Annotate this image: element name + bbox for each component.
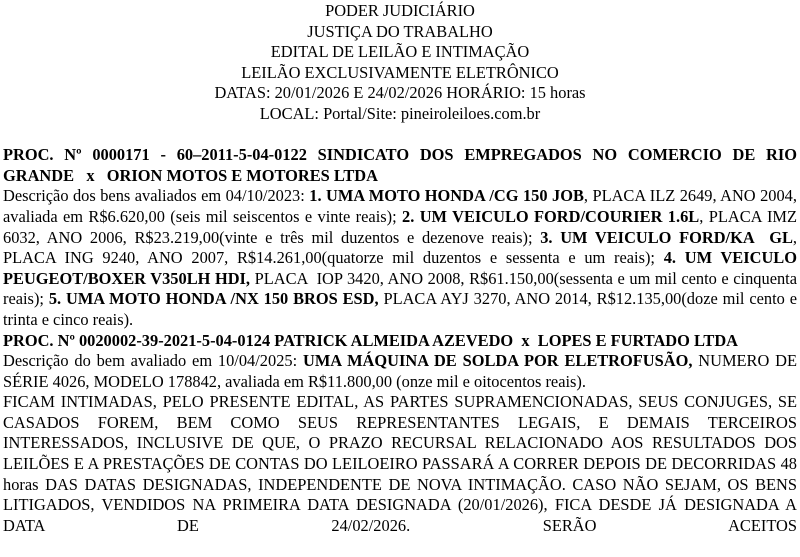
header-line-edital-titulo: EDITAL DE LEILÃO E INTIMAÇÃO	[270, 42, 530, 62]
paragraph-intimacao	[3, 392, 797, 536]
text-run: 4. UM VEICULO PEUGEOT/BOXER V350LH HDI,	[3, 248, 797, 288]
text-run: 3. UM VEICULO FORD/KA GL	[540, 227, 793, 247]
text-run: PLACA AYJ 3270, ANO 2014, R$12.135,00(doze mil cento e trinta e cinco reais).	[3, 289, 797, 329]
paragraph-proc-0000171	[3, 145, 797, 186]
header-line-leilao-eletronico: LEILÃO EXCLUSIVAMENTE ELETRÔNICO	[241, 62, 559, 82]
document-header	[3, 1, 797, 125]
paragraph-descricao-bens-proc-0000171	[3, 186, 797, 330]
text-run: FICAM INTIMADAS, PELO PRESENTE EDITAL, AS PARTES SUPRAMENCIONADAS, SEUS CONJUGES, SE CASADOS FOREM, BEM COMO SEUS REPRESENTANTES LEGAIS, E DEMAIS TERCEIROS INTERESSADOS, INCLUSIVE DE QUE, O PRAZO RECURSAL RELACIONADO AOS RESULTADOS DOS LEILÕES E A PRESTAÇÕES DE CONTAS DO LEILOEIRO PASSARÁ A CORRER DEPOIS DE DECORRIDAS 48 horas DAS DATAS DESIGNADAS, INDEPENDENTE DE NOVA INTIMAÇÃO. CASO NÃO SEJAM, OS BENS LITIGADOS, VENDIDOS NA PRIMEIRA DATA DESIGNADA (20/01/2026), FICA DESDE JÁ DESIGNADA A DATA DE 24/02/2026. SERÃO ACEITOS	[3, 392, 797, 535]
text-run: , PLACA IMZ 6032, ANO 2006, R$23.219,00(vinte e três mil duzentos e dezenove reais);	[3, 206, 797, 247]
text-run: PLACA IOP 3420, ANO 2008, R$61.150,00(sessenta e um mil cento e cinquenta reais);	[3, 268, 797, 309]
text-run: 1. UMA MOTO HONDA /CG 150 JOB	[309, 186, 584, 206]
text-run: Descrição dos bens avaliados em 04/10/2023:	[3, 186, 310, 206]
document-body	[3, 145, 797, 536]
header-line-datas-horario: DATAS: 20/01/2026 E 24/02/2026 HORÁRIO: 15 horas	[214, 83, 586, 103]
text-run: 5. UMA MOTO HONDA /NX 150 BROS ESD,	[48, 289, 379, 309]
text-run: , PLACA ILZ 2649, ANO 2004, avaliada em R$6.620,00 (seis mil seiscentos e vinte reais);	[3, 186, 797, 226]
text-run: PROC. Nº 0020002-39-2021-5-04-0124 PATRICK ALMEIDA AZEVEDO x LOPES E FURTADO LTDA	[3, 330, 739, 350]
text-run: Descrição do bem avaliado em 10/04/2025:	[3, 351, 303, 371]
blank-line	[3, 125, 797, 146]
text-run: 2. UM VEICULO FORD/COURIER 1.6L	[402, 206, 700, 226]
header-line-local-site: LOCAL: Portal/Site: pineiroleiloes.com.br	[259, 103, 541, 123]
text-run: PROC. Nº 0000171 - 60–2011-5-04-0122 SINDICATO DOS EMPREGADOS NO COMERCIO DE RIO GRANDE x ORION MOTOS E MOTORES LTDA	[3, 145, 797, 185]
text-run: , PLACA ING 9240, ANO 2007, R$14.261,00(quatorze mil duzentos e sessenta e um reais);	[3, 227, 797, 268]
header-line-justica-do-trabalho: JUSTIÇA DO TRABALHO	[307, 21, 493, 41]
text-run: NUMERO DE SÉRIE 4026, MODELO 178842, avaliada em R$11.800,00 (onze mil e oitocentos reais).	[3, 351, 797, 391]
header-line-poder-judiciario: PODER JUDICIÁRIO	[325, 1, 475, 20]
paragraph-proc-0020002	[3, 331, 797, 352]
text-run: UMA MÁQUINA DE SOLDA POR ELETROFUSÃO,	[303, 351, 693, 371]
paragraph-descricao-bem-proc-0020002	[3, 351, 797, 392]
